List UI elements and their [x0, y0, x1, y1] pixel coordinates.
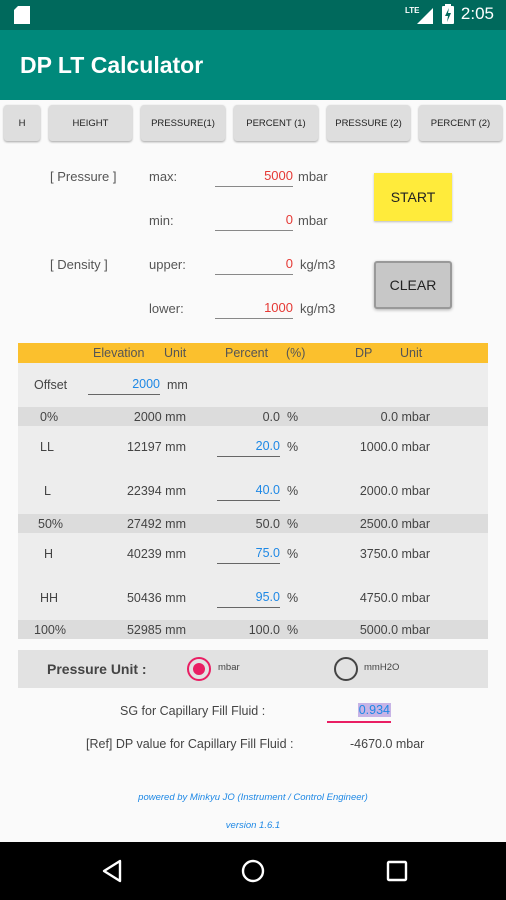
- offset-label: Offset: [34, 378, 68, 392]
- lower-density-input[interactable]: 1000: [215, 297, 293, 319]
- tab-bar: [0, 104, 506, 144]
- row-level: L: [44, 484, 51, 498]
- row-level: 0%: [40, 410, 59, 424]
- header-percent: Percent: [225, 346, 269, 360]
- start-button[interactable]: START: [374, 173, 452, 221]
- header-elevation: Elevation: [93, 346, 145, 360]
- row-percent-unit: %: [287, 591, 299, 605]
- app-title: DP LT Calculator: [20, 52, 204, 78]
- tab-percent-1[interactable]: PERCENT (1): [234, 105, 318, 141]
- table-row: [18, 407, 488, 426]
- version-text: version 1.6.1: [225, 820, 281, 831]
- row-dp: 0.0 mbar: [380, 410, 430, 424]
- table-row: [18, 426, 488, 470]
- density-section-label: [ Density ]: [50, 257, 108, 272]
- navigation-bar: [0, 842, 506, 900]
- offset-unit: mm: [167, 378, 188, 392]
- sg-value[interactable]: 0.934: [358, 703, 390, 717]
- lower-unit: kg/m3: [300, 301, 336, 316]
- row-elevation: 27492 mm: [126, 517, 186, 531]
- status-bar: [0, 0, 506, 30]
- header-percent-unit: (%): [286, 346, 306, 360]
- row-level: H: [44, 547, 54, 561]
- radio-mmh2o-label[interactable]: mmH2O: [364, 662, 400, 673]
- min-unit: mbar: [298, 213, 328, 228]
- row-dp: 2500.0 mbar: [359, 517, 430, 531]
- tab-percent-2[interactable]: PERCENT (2): [419, 105, 502, 141]
- row-percent-unit: %: [287, 484, 299, 498]
- header-dp: DP: [355, 346, 373, 360]
- ll-percent-input[interactable]: 20.0: [217, 437, 280, 457]
- lte-signal-icon: [405, 4, 435, 24]
- recents-icon[interactable]: [386, 859, 408, 883]
- row-dp: 5000.0 mbar: [359, 623, 430, 637]
- row-elevation: 52985 mm: [126, 623, 186, 637]
- sg-input[interactable]: [327, 700, 391, 723]
- row-percent: 0.0: [262, 410, 280, 424]
- lower-label: lower:: [149, 301, 184, 316]
- max-label: max:: [149, 169, 178, 184]
- row-percent: 50.0: [255, 517, 280, 531]
- min-label: min:: [149, 213, 174, 228]
- row-level: 50%: [38, 517, 64, 531]
- powered-by-text: powered by Minkyu JO (Instrument / Control Engineer): [138, 792, 368, 803]
- ref-dp-label: [Ref] DP value for Capillary Fill Fluid :: [86, 737, 294, 751]
- h-percent-input[interactable]: 75.0: [217, 544, 280, 564]
- row-percent-unit: %: [287, 547, 299, 561]
- row-level: 100%: [34, 623, 66, 637]
- row-elevation: 2000 mm: [133, 410, 186, 424]
- pressure-section-label: [ Pressure ]: [50, 169, 117, 184]
- tab-pressure-2[interactable]: PRESSURE (2): [327, 105, 410, 141]
- radio-mbar[interactable]: [187, 657, 211, 681]
- back-icon[interactable]: [101, 859, 123, 883]
- offset-input[interactable]: 2000: [88, 375, 160, 395]
- home-icon[interactable]: [241, 859, 265, 883]
- header-dp-unit: Unit: [400, 346, 423, 360]
- table-row: [18, 514, 488, 533]
- row-elevation: 50436 mm: [126, 591, 186, 605]
- upper-label: upper:: [149, 257, 186, 272]
- upper-unit: kg/m3: [300, 257, 336, 272]
- svg-text:LTE: LTE: [404, 6, 420, 15]
- row-dp: 1000.0 mbar: [359, 440, 430, 454]
- row-percent-unit: %: [287, 517, 299, 531]
- radio-mmh2o[interactable]: [334, 657, 358, 681]
- min-pressure-input[interactable]: 0: [215, 209, 293, 231]
- tab-height[interactable]: HEIGHT: [49, 105, 132, 141]
- row-percent-unit: %: [287, 410, 299, 424]
- row-dp: 2000.0 mbar: [359, 484, 430, 498]
- row-elevation: 22394 mm: [126, 484, 186, 498]
- row-percent: 100.0: [248, 623, 280, 637]
- row-percent-unit: %: [287, 623, 299, 637]
- clear-button[interactable]: CLEAR: [374, 261, 452, 309]
- row-level: LL: [40, 440, 54, 454]
- table-row: [18, 470, 488, 514]
- header-unit: Unit: [164, 346, 187, 360]
- app-bar: [0, 30, 506, 100]
- row-elevation: 12197 mm: [126, 440, 186, 454]
- table-header: [18, 343, 488, 363]
- row-percent-unit: %: [287, 440, 299, 454]
- tab-pressure-1[interactable]: PRESSURE(1): [141, 105, 225, 141]
- pressure-unit-bar: [18, 650, 488, 688]
- max-pressure-input[interactable]: 5000: [215, 165, 293, 187]
- table-row: [18, 533, 488, 577]
- l-percent-input[interactable]: 40.0: [217, 481, 280, 501]
- battery-charging-icon: [442, 4, 454, 24]
- row-dp: 4750.0 mbar: [359, 591, 430, 605]
- results-table: [18, 343, 488, 638]
- row-dp: 3750.0 mbar: [359, 547, 430, 561]
- status-time: 2:05: [460, 4, 494, 23]
- table-row: [18, 577, 488, 621]
- row-level: HH: [40, 591, 59, 605]
- radio-mbar-label[interactable]: mbar: [218, 662, 240, 673]
- max-unit: mbar: [298, 169, 328, 184]
- sg-label: SG for Capillary Fill Fluid :: [120, 704, 266, 718]
- hh-percent-input[interactable]: 95.0: [217, 588, 280, 608]
- table-row: [18, 620, 488, 639]
- sd-card-icon: [14, 6, 30, 24]
- ref-dp-value: -4670.0 mbar: [350, 737, 425, 751]
- upper-density-input[interactable]: 0: [215, 253, 293, 275]
- row-elevation: 40239 mm: [126, 547, 186, 561]
- pressure-unit-label: Pressure Unit :: [47, 661, 147, 677]
- offset-row: [18, 363, 488, 407]
- tab-h[interactable]: H: [4, 105, 40, 141]
